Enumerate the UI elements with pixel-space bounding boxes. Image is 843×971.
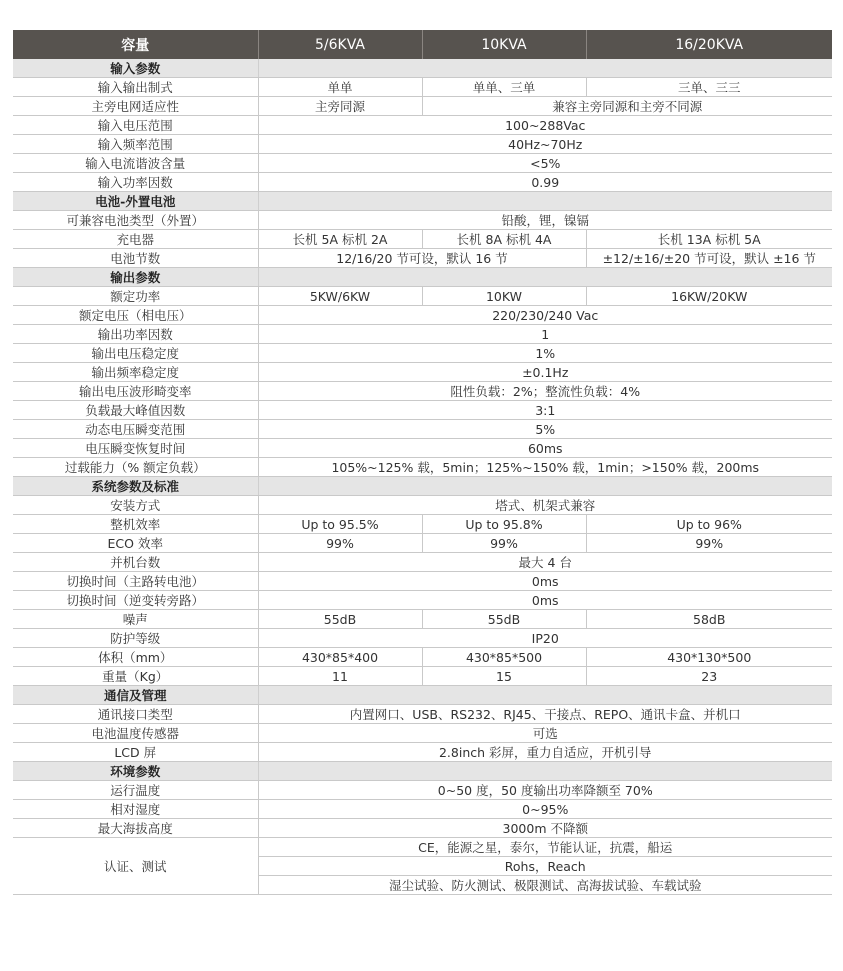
- spec-label: 输出功率因数: [13, 325, 258, 344]
- section-header-row: [13, 762, 832, 781]
- spec-label: 通讯接口类型: [13, 705, 258, 724]
- section-header-row: [13, 686, 832, 705]
- spec-value: 430*85*400: [258, 648, 422, 667]
- section-title: 环境参数: [13, 762, 258, 781]
- spec-value: 220/230/240 Vac: [258, 306, 832, 325]
- spec-label: 输入频率范围: [13, 135, 258, 154]
- spec-value: 长机 13A 标机 5A: [586, 230, 832, 249]
- section-header-row: [13, 192, 832, 211]
- spec-label: 输出电压波形畸变率: [13, 382, 258, 401]
- spec-label: 额定电压（相电压）: [13, 306, 258, 325]
- spec-value: 5KW/6KW: [258, 287, 422, 306]
- spec-label: 主旁电网适应性: [13, 97, 258, 116]
- spec-value: 1: [258, 325, 832, 344]
- spec-row: [13, 496, 832, 515]
- spec-value: 主旁同源: [258, 97, 422, 116]
- section-title: 系统参数及标准: [13, 477, 258, 496]
- header-model-2: 10KVA: [422, 30, 586, 59]
- spec-row: [13, 325, 832, 344]
- spec-row: [13, 306, 832, 325]
- spec-label: 安装方式: [13, 496, 258, 515]
- section-header-row: [13, 268, 832, 287]
- spec-value: 23: [586, 667, 832, 686]
- section-title: 输出参数: [13, 268, 258, 287]
- spec-label: 可兼容电池类型（外置）: [13, 211, 258, 230]
- spec-label: 体积（mm）: [13, 648, 258, 667]
- spec-row: [13, 154, 832, 173]
- spec-value: 10KW: [422, 287, 586, 306]
- spec-value: 可选: [258, 724, 832, 743]
- spec-value: 3:1: [258, 401, 832, 420]
- spec-label: ECO 效率: [13, 534, 258, 553]
- spec-label: 过载能力（% 额定负载）: [13, 458, 258, 477]
- spec-value: 99%: [586, 534, 832, 553]
- spec-value: 12/16/20 节可设，默认 16 节: [258, 249, 586, 268]
- spec-row: [13, 249, 832, 268]
- spec-value: 55dB: [258, 610, 422, 629]
- spec-value: <5%: [258, 154, 832, 173]
- section-title-filler: [258, 192, 832, 211]
- spec-value: 105%~125% 载，5min；125%~150% 载，1min；>150% 载，200ms: [258, 458, 832, 477]
- spec-value: 最大 4 台: [258, 553, 832, 572]
- spec-row: [13, 667, 832, 686]
- spec-row: [13, 743, 832, 762]
- spec-value: 99%: [258, 534, 422, 553]
- spec-value: 单单: [258, 78, 422, 97]
- spec-label: 防护等级: [13, 629, 258, 648]
- spec-value: 99%: [422, 534, 586, 553]
- certification-line: CE，能源之星，泰尔，节能认证，抗震，船运: [258, 838, 832, 857]
- section-title: 通信及管理: [13, 686, 258, 705]
- spec-row: [13, 819, 832, 838]
- spec-value: 430*85*500: [422, 648, 586, 667]
- spec-row: [13, 458, 832, 477]
- spec-row: [13, 610, 832, 629]
- section-title: 电池-外置电池: [13, 192, 258, 211]
- spec-value: 100~288Vac: [258, 116, 832, 135]
- spec-row: [13, 705, 832, 724]
- certification-row: [13, 838, 832, 857]
- spec-value: 58dB: [586, 610, 832, 629]
- header-row: [13, 30, 832, 59]
- spec-row: [13, 724, 832, 743]
- spec-label: 输出电压稳定度: [13, 344, 258, 363]
- spec-label: 额定功率: [13, 287, 258, 306]
- spec-value: 0~50 度，50 度输出功率降额至 70%: [258, 781, 832, 800]
- spec-value: 16KW/20KW: [586, 287, 832, 306]
- section-title-filler: [258, 762, 832, 781]
- spec-row: [13, 382, 832, 401]
- spec-row: [13, 97, 832, 116]
- spec-row: [13, 553, 832, 572]
- section-title-filler: [258, 59, 832, 78]
- spec-value: 430*130*500: [586, 648, 832, 667]
- spec-value: 0ms: [258, 591, 832, 610]
- section-header-row: [13, 59, 832, 78]
- section-header-row: [13, 477, 832, 496]
- section-title-filler: [258, 686, 832, 705]
- spec-value: 11: [258, 667, 422, 686]
- spec-row: [13, 135, 832, 154]
- spec-value: 3000m 不降额: [258, 819, 832, 838]
- spec-value: 0ms: [258, 572, 832, 591]
- header-capacity-label: 容量: [13, 30, 258, 59]
- spec-label: LCD 屏: [13, 743, 258, 762]
- spec-value: 单单、三单: [422, 78, 586, 97]
- spec-label: 运行温度: [13, 781, 258, 800]
- spec-value: 40Hz~70Hz: [258, 135, 832, 154]
- spec-value: 0~95%: [258, 800, 832, 819]
- spec-value: Up to 95.8%: [422, 515, 586, 534]
- spec-label: 整机效率: [13, 515, 258, 534]
- spec-label: 输入电流谐波含量: [13, 154, 258, 173]
- spec-label: 输入电压范围: [13, 116, 258, 135]
- section-title-filler: [258, 268, 832, 287]
- spec-label: 负载最大峰值因数: [13, 401, 258, 420]
- spec-value: 长机 8A 标机 4A: [422, 230, 586, 249]
- spec-label: 切换时间（逆变转旁路）: [13, 591, 258, 610]
- spec-row: [13, 420, 832, 439]
- header-model-1: 5/6KVA: [258, 30, 422, 59]
- spec-value: 兼容主旁同源和主旁不同源: [422, 97, 832, 116]
- spec-table: [13, 30, 832, 895]
- spec-value: 铅酸，锂，镍镉: [258, 211, 832, 230]
- certification-line: Rohs，Reach: [258, 857, 832, 876]
- spec-label: 切换时间（主路转电池）: [13, 572, 258, 591]
- spec-row: [13, 439, 832, 458]
- spec-label: 最大海拔高度: [13, 819, 258, 838]
- spec-value: 55dB: [422, 610, 586, 629]
- spec-label: 相对湿度: [13, 800, 258, 819]
- spec-value: ±0.1Hz: [258, 363, 832, 382]
- spec-row: [13, 401, 832, 420]
- spec-label: 电池温度传感器: [13, 724, 258, 743]
- spec-value: 塔式、机架式兼容: [258, 496, 832, 515]
- spec-label: 电压瞬变恢复时间: [13, 439, 258, 458]
- spec-value: 15: [422, 667, 586, 686]
- spec-value: IP20: [258, 629, 832, 648]
- spec-value: 0.99: [258, 173, 832, 192]
- spec-value: 内置网口、USB、RS232、RJ45、干接点、REPO、通讯卡盒、并机口: [258, 705, 832, 724]
- spec-value: 三单、三三: [586, 78, 832, 97]
- spec-row: [13, 230, 832, 249]
- spec-label: 充电器: [13, 230, 258, 249]
- spec-row: [13, 78, 832, 97]
- spec-row: [13, 173, 832, 192]
- spec-label: 并机台数: [13, 553, 258, 572]
- spec-row: [13, 211, 832, 230]
- spec-row: [13, 363, 832, 382]
- section-title: 输入参数: [13, 59, 258, 78]
- spec-row: [13, 648, 832, 667]
- spec-row: [13, 591, 832, 610]
- spec-table-body: [13, 30, 832, 895]
- certification-line: 湿尘试验、防火测试、极限测试、高海拔试验、车载试验: [258, 876, 832, 895]
- certification-label: 认证、测试: [13, 838, 258, 895]
- spec-row: [13, 116, 832, 135]
- spec-row: [13, 534, 832, 553]
- spec-label: 噪声: [13, 610, 258, 629]
- spec-row: [13, 781, 832, 800]
- spec-value: 60ms: [258, 439, 832, 458]
- spec-row: [13, 572, 832, 591]
- spec-row: [13, 800, 832, 819]
- spec-value: ±12/±16/±20 节可设，默认 ±16 节: [586, 249, 832, 268]
- spec-label: 输入功率因数: [13, 173, 258, 192]
- spec-value: 5%: [258, 420, 832, 439]
- spec-value: 长机 5A 标机 2A: [258, 230, 422, 249]
- spec-value: Up to 95.5%: [258, 515, 422, 534]
- spec-value: 阻性负载：2%；整流性负载：4%: [258, 382, 832, 401]
- spec-value: 2.8inch 彩屏，重力自适应，开机引导: [258, 743, 832, 762]
- spec-row: [13, 515, 832, 534]
- spec-value: 1%: [258, 344, 832, 363]
- spec-label: 输出频率稳定度: [13, 363, 258, 382]
- section-title-filler: [258, 477, 832, 496]
- spec-label: 重量（Kg）: [13, 667, 258, 686]
- spec-label: 电池节数: [13, 249, 258, 268]
- spec-row: [13, 344, 832, 363]
- header-model-3: 16/20KVA: [586, 30, 832, 59]
- spec-row: [13, 287, 832, 306]
- spec-row: [13, 629, 832, 648]
- spec-label: 动态电压瞬变范围: [13, 420, 258, 439]
- spec-label: 输入输出制式: [13, 78, 258, 97]
- spec-value: Up to 96%: [586, 515, 832, 534]
